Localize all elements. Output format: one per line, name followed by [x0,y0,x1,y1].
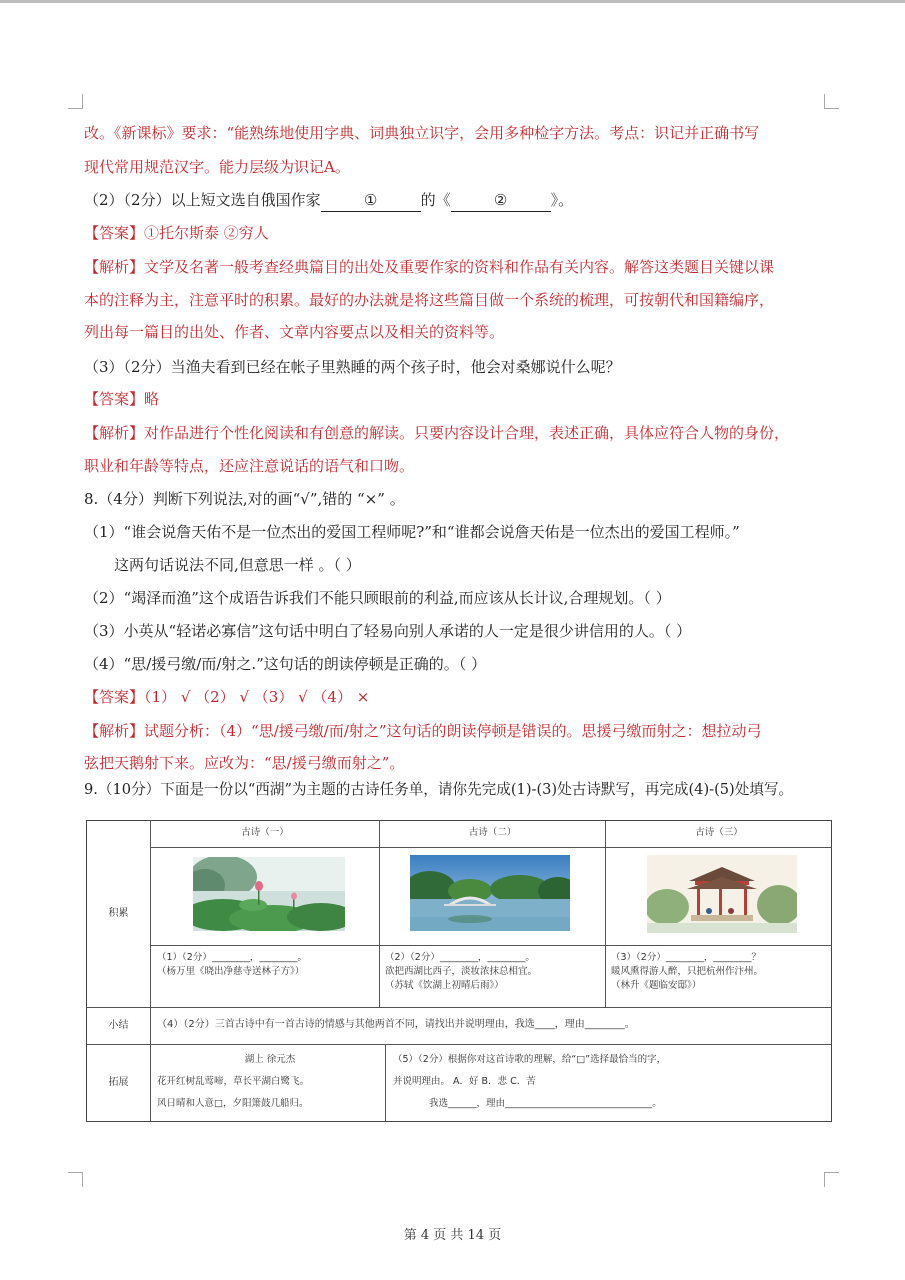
fill-in-line[interactable]: （2）（2分）________，________。 [385,952,535,963]
poem-source: （苏轼《饮湖上初晴后雨》） [385,980,504,991]
page-number: 第 4 页 共 14 页 [403,1228,502,1243]
question-5 [393,1049,666,1115]
corner-mark [68,94,83,109]
explanation-tag: 【解析】 [84,258,145,276]
lotus-lake-picture [193,857,345,931]
corner-mark [68,1172,83,1187]
corner-mark [824,94,839,109]
answer-3: 【答案】略 [84,390,160,408]
question-8-item: （3）小英从“轻诺必寡信”这句话中明白了轻易向别人承诺的人一定是很少讲信用的人。（ ） [84,622,692,640]
text-line: 列出每一篇目的出处、作者、文章内容要点以及相关的资料等。 [84,323,505,341]
text-line: 弦把天鹅射下来。应改为：“思/援弓缴而射之”。 [84,754,405,772]
question-8-title: 8.（4分）判断下列说法,对的画“√”,错的 “×” 。 [84,490,405,508]
poem-cell-1 [157,951,307,979]
answer-blank[interactable]: ② [451,189,551,212]
text-line: 改。《新课标》要求：“能熟练地使用字典、词典独立识字，会用多种检字方法。考点：识记并正确书写 [84,124,760,142]
poem-cell-2 [385,951,537,993]
poem-line: 欲把西湖比西子，淡妆浓抹总相宜。 [385,966,538,977]
explanation-tag: 【解析】 [84,722,145,740]
fill-in-line[interactable]: 我选______，理由_______________________________。 [429,1098,662,1109]
explanation-8: 【解析】试题分析：（4）“思/援弓缴/而/射之”这句话的朗读停顿是错误的。思援弓缴而射之：想拉动弓 [84,722,762,740]
poem-cell-3 [611,951,763,993]
answer-tag: 【答案】 [84,688,145,706]
explanation-tag: 【解析】 [84,424,145,442]
question-8-item: （1）“谁会说詹天佑不是一位杰出的爱国工程师呢?”和“谁都会说詹天佑是一位杰出的爱国工程师。” [84,523,740,541]
answer-8: 【答案】（1） √ （2） √ （3） √ （4） × [84,688,370,706]
extension-poem [157,1049,383,1115]
row-label: 拓展 [108,1077,129,1088]
question-8-item: （4）“思/援弓缴/而/射之.”这句话的朗读停顿是正确的。（ ） [84,655,487,673]
answer-tag: 【答案】 [84,224,145,242]
question-text: （5）（2分）根据你对这首诗歌的理解，给“□”选择最恰当的字， [393,1054,667,1065]
question-8-item: （2）“竭泽而渔”这个成语告诉我们不能只顾眼前的利益,而应该从长计议,合理规划。（ ） [84,589,671,607]
choice-options: 并说明理由。 A．好 B．悲 C．苦 [393,1076,536,1087]
answer-blank[interactable]: ① [321,189,421,212]
question-3: （3）（2分）当渔夫看到已经在帐子里熟睡的两个孩子时，他会对桑娜说什么呢？ [84,358,621,376]
column-header: 古诗（二） [468,827,517,838]
explanation-2: 【解析】文学及名著一般考查经典篇目的出处及重要作家的资料和作品有关内容。解答这类题目关键以课 [84,258,775,276]
question-9-title: 9.（10分）下面是一份以“西湖”为主题的古诗任务单，请你先完成(1)-(3)处古诗默写，再完成(4)-(5)处填写。 [84,781,794,798]
question-2: （2）（2分）以上短文选自俄国作家 ① 的《 ② 》。 [84,189,573,212]
row-label: 积累 [108,908,129,919]
poem-line: 暖风熏得游人醉，只把杭州作汴州。 [611,966,764,977]
pavilion-painting-picture [647,855,797,933]
corner-mark [824,1172,839,1187]
poem-line: 花开红树乱莺啼，草长平湖白鹭飞。 [157,1076,310,1087]
text-line: 本的注释为主，注意平时的积累。最好的办法就是将这些篇目做一个系统的梳理，可按朝代和国籍编序， [84,291,775,309]
question-text: （2）（2分）以上短文选自俄国作家 [84,191,321,209]
summary-question[interactable]: （4）（2分）三首古诗中有一首古诗的情感与其他两首不同，请找出并说明理由，我选____，理由________。 [157,1019,635,1030]
fill-in-line[interactable]: （1）（2分）________，________。 [157,952,307,963]
west-lake-bridge-picture [410,855,570,931]
poem-source: （林升《题临安邸》） [611,980,702,991]
poem-title: 湖上 徐元杰 [244,1054,296,1065]
question-8-item: 这两句话说法不同,但意思一样 。（ ） [114,556,361,574]
row-label: 小结 [108,1020,129,1031]
task-sheet-table [86,820,832,1122]
text-line: 职业和年龄等特点，还应注意说话的语气和口吻。 [84,457,415,475]
explanation-3: 【解析】对作品进行个性化阅读和有创意的解读。只要内容设计合理，表述正确，具体应符合人物的身份， [84,424,790,442]
answer-2: 【答案】①托尔斯泰 ②穷人 [84,224,269,242]
fill-in-line[interactable]: （3）（2分）________，________？ [611,952,761,963]
column-header: 古诗（三） [695,827,743,838]
column-header: 古诗（一） [241,827,289,838]
answer-tag: 【答案】 [84,390,145,408]
top-edge-line [0,0,905,3]
poem-source: （杨万里《晓出净慈寺送林子方》） [157,966,305,977]
text-line: 现代常用规范汉字。能力层级为识记A。 [84,158,350,176]
poem-line: 风日晴和人意□，夕阳箫鼓几船归。 [157,1098,309,1109]
